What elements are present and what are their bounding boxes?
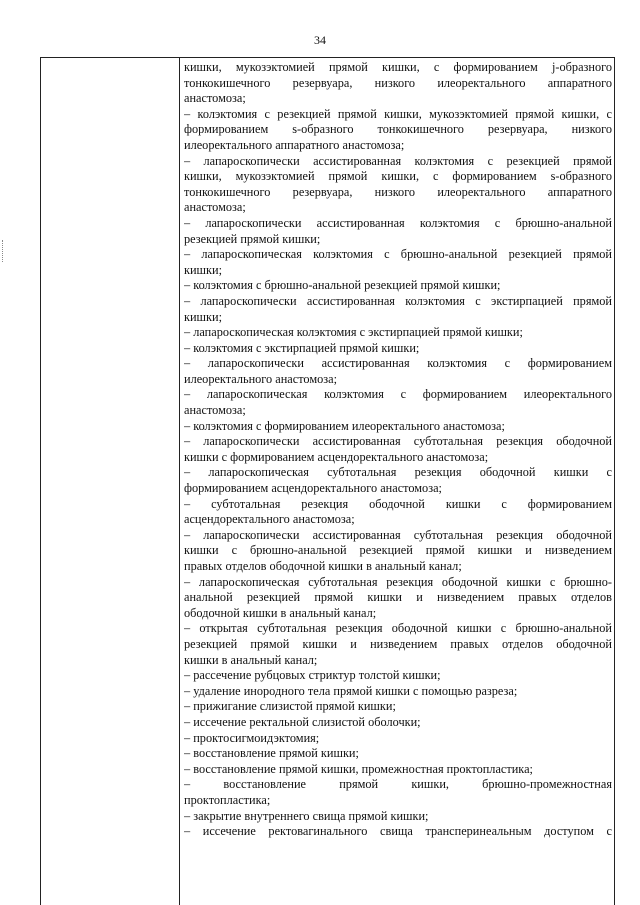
text-line: – открытая субтотальная резекция ободочной кишки с брюшно-анальной [184,621,612,636]
text-line: – восстановление прямой кишки; [184,746,359,761]
text-line: кишки; [184,262,222,277]
text-line: анастомоза; [184,91,246,106]
text-line: – лапароскопически ассистированная колэктомия с экстирпацией прямой [184,293,612,308]
text-line: – колэктомия с экстирпацией прямой кишки; [184,340,420,355]
text-line: формированием асцендоректального анастомоза; [184,481,442,496]
text-line: тонкокишечного резервуара, низкого илеоректального аппаратного [184,75,612,90]
table-right-column [184,60,612,840]
margin-mark [2,240,5,262]
text-line: – лапароскопически ассистированная субтотальная резекция ободочной [184,434,612,449]
text-line: – лапароскопически ассистированная колэктомия с формированием [184,356,612,371]
text-line: кишки в анальный канал; [184,652,318,667]
procedures-table [40,57,615,905]
text-line: ободочной кишки в анальный канал; [184,605,377,620]
text-line: – лапароскопически ассистированная колэктомия с брюшно-анальной [184,215,612,230]
text-line: – рассечение рубцовых стриктур толстой кишки; [184,668,441,683]
text-line: асцендоректального анастомоза; [184,512,355,527]
text-line: – проктосигмоидэктомия; [184,730,320,745]
text-line: анальной резекцией прямой кишки и низведением правых отделов [184,590,612,605]
text-line: – восстановление прямой кишки, промежностная проктопластика; [184,761,533,776]
text-line: правых отделов ободочной кишки в анальный канал; [184,559,462,573]
page-number: 34 [314,33,326,47]
text-line: формированием s-образного тонкокишечного резервуара, низкого [184,122,612,137]
text-line: кишки; [184,309,222,324]
text-line: – восстановление прямой кишки, брюшно-промежностная [184,777,612,792]
text-line: – лапароскопическая колэктомия с экстирпацией прямой кишки; [184,325,523,340]
text-line: – прижигание слизистой прямой кишки; [184,699,396,714]
text-line: – иссечение ректальной слизистой оболочки; [184,714,421,729]
text-line: – лапароскопически ассистированная колэктомия с резекцией прямой [184,153,612,168]
text-line: – лапароскопическая субтотальная резекция ободочной кишки с брюшно- [184,574,612,589]
text-line: резекцией прямой кишки; [184,231,321,246]
text-line: – иссечение ректовагинального свища трансперинеальным доступом с [184,824,612,839]
text-line: илеоректального анастомоза; [184,371,338,386]
text-line: проктопластика; [184,792,271,807]
text-line: – колэктомия с брюшно-анальной резекцией прямой кишки; [184,278,501,293]
text-line: – колэктомия с формированием илеоректального анастомоза; [184,418,505,433]
table-left-column [41,58,180,905]
text-line: илеоректального аппаратного анастомоза; [184,137,405,152]
text-line: – субтотальная резекция ободочной кишки с формированием [184,496,612,511]
text-line: – лапароскопическая субтотальная резекция ободочной кишки с [184,465,612,480]
text-line: – закрытие внутреннего свища прямой кишки; [184,808,429,823]
text-line: – лапароскопическая колэктомия с формированием илеоректального [184,387,612,402]
text-line: анастомоза; [184,200,246,215]
text-line: кишки, мукозэктомией прямой кишки, с формированием s-образного [184,169,612,184]
text-line: кишки с формированием асцендоректального анастомоза; [184,449,489,464]
text-line: – колэктомия с резекцией прямой кишки, мукозэктомией прямой кишки, с [184,106,612,121]
text-line: тонкокишечного резервуара, низкого илеоректального аппаратного [184,184,612,199]
text-line: кишки с брюшно-анальной резекцией прямой кишки и низведением [184,543,612,558]
text-line: – лапароскопически ассистированная субтотальная резекция ободочной [184,527,612,542]
text-line: – удаление инородного тела прямой кишки с помощью разреза; [184,683,518,698]
text-line: резекцией прямой кишки и низведением правых отделов ободочной [184,636,612,651]
text-line: – лапароскопическая колэктомия с брюшно-анальной резекцией прямой [184,247,612,262]
text-line: анастомоза; [184,403,246,418]
text-line: кишки, мукозэктомией прямой кишки, с формированием j-образного [184,60,612,74]
